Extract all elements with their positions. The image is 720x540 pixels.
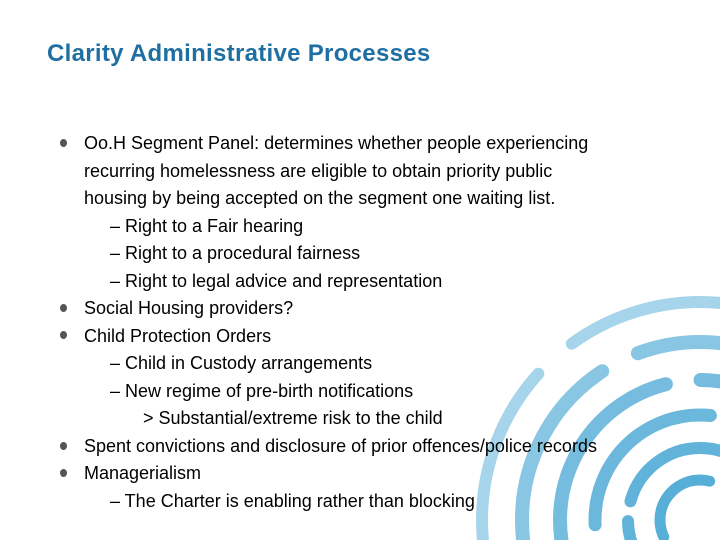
bullet-text: recurring homelessness are eligible to obtain priority public <box>84 161 553 181</box>
sub-bullet-text: – Right to a Fair hearing <box>110 216 304 236</box>
bullet-text: Spent convictions and disclosure of prior offences/police records <box>84 436 597 456</box>
bullet-text: Managerialism <box>84 463 202 483</box>
sub-bullet-text: – New regime of pre-birth notifications <box>110 381 414 401</box>
sub-bullet-text: – The Charter is enabling rather than blocking <box>110 491 475 511</box>
sub-bullet-text: – Right to legal advice and representation <box>110 271 443 291</box>
slide-title: Clarity Administrative Processes <box>47 40 431 67</box>
bullet-icon <box>60 442 67 450</box>
bullet-text: Social Housing providers? <box>84 298 294 318</box>
sub-bullet-text: – Child in Custody arrangements <box>110 353 373 373</box>
bullet-icon <box>60 331 67 339</box>
bullet-text: housing by being accepted on the segment one waiting list. <box>84 188 556 208</box>
bullet-icon <box>60 469 67 477</box>
bullet-icon <box>60 139 67 147</box>
bullet-icon <box>60 304 67 312</box>
sub-bullet-text: – Right to a procedural fairness <box>110 243 361 263</box>
bullet-text: Oo.H Segment Panel: determines whether people experiencing <box>84 133 589 153</box>
bullet-text: Child Protection Orders <box>84 326 272 346</box>
sub-sub-bullet-text: > Substantial/extreme risk to the child <box>143 408 443 428</box>
